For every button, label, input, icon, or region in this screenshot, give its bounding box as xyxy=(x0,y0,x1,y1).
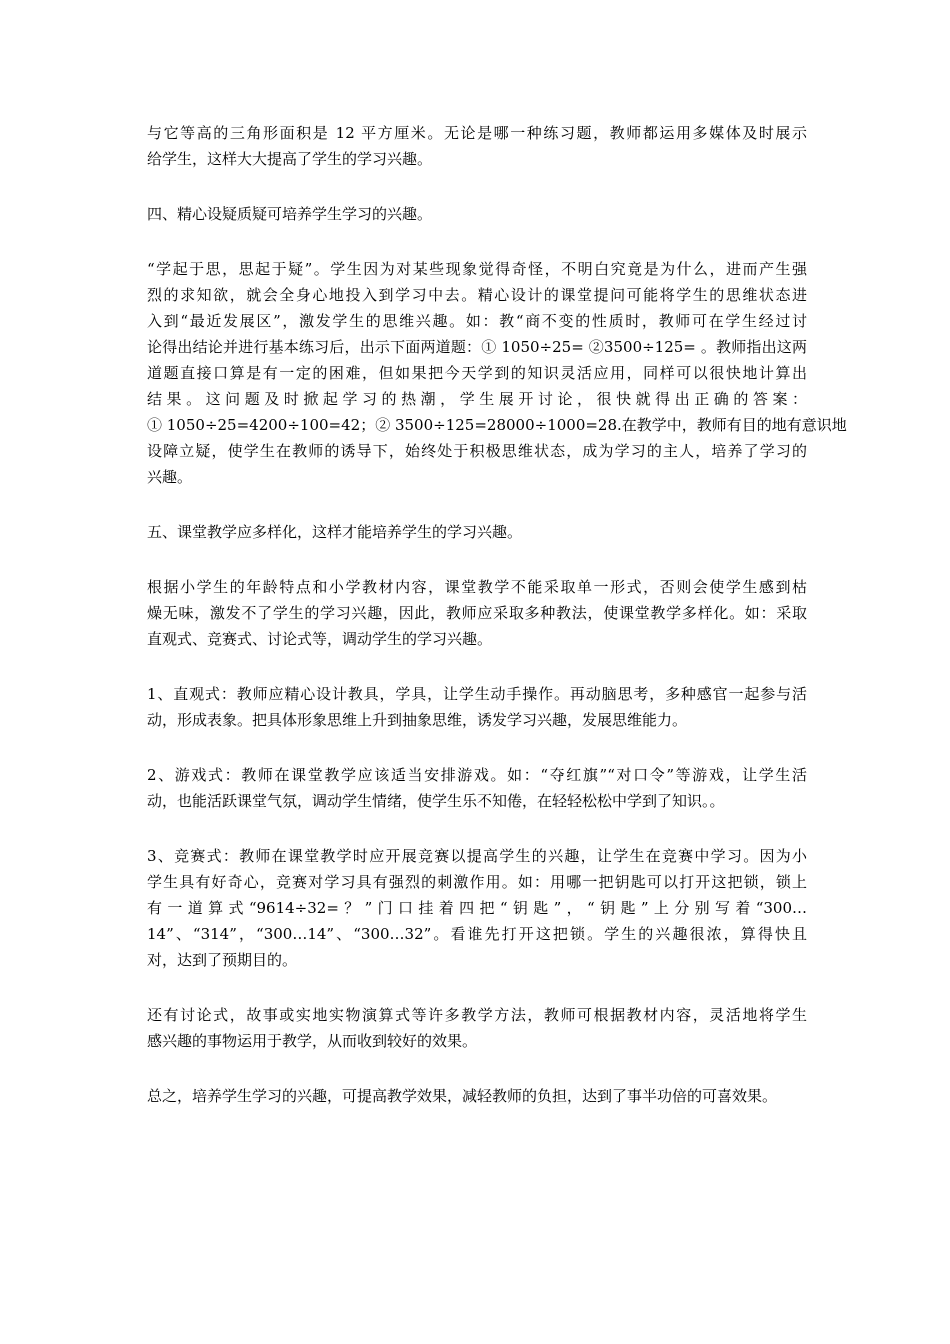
text-line: 2、游戏式：教师在课堂教学应该适当安排游戏。如：“夺红旗”“对口令”等游戏，让学生活 xyxy=(147,766,807,784)
text-line: 14”、“314”，“300…14”、“300…32”。看谁先打开这把锁。学生的兴趣很浓，算得快且 xyxy=(147,925,807,943)
section-heading-5 xyxy=(147,519,807,545)
text-line: 总之，培养学生学习的兴趣，可提高教学效果，减轻教师的负担，达到了事半功倍的可喜效果。 xyxy=(147,1087,778,1105)
paragraph-8 xyxy=(147,843,807,973)
text-line: ① 1050÷25=4200÷100=42；② 3500÷125=28000÷1000=28.在教学中，教师有目的地有意识地 xyxy=(147,416,847,434)
text-line: 对，达到了预期目的。 xyxy=(147,951,298,969)
text-line: 道题直接口算是有一定的困难，但如果把今天学到的知识灵活应用，同样可以很快地计算出 xyxy=(147,364,807,382)
paragraph-1 xyxy=(147,120,807,172)
conclusion-paragraph xyxy=(147,1083,807,1109)
heading-text: 五、课堂教学应多样化，这样才能培养学生的学习兴趣。 xyxy=(147,523,523,541)
text-line: 有一道算式“9614÷32=？”门口挂着四把“钥匙”，“钥匙”上分别写着“300… xyxy=(147,899,807,917)
text-line: 与它等高的三角形面积是 12 平方厘米。无论是哪一种练习题，教师都运用多媒体及时展示 xyxy=(147,124,807,142)
text-line: 感兴趣的事物运用于教学，从而收到较好的效果。 xyxy=(147,1032,478,1050)
text-line: 动，形成表象。把具体形象思维上升到抽象思维，诱发学习兴趣，发展思维能力。 xyxy=(147,711,688,729)
text-line: 还有讨论式，故事或实地实物演算式等许多教学方法，教师可根据教材内容，灵活地将学生 xyxy=(147,1006,807,1024)
text-line: 论得出结论并进行基本练习后，出示下面两道题：① 1050÷25= ②3500÷125= 。教师指出这两 xyxy=(147,338,807,356)
text-line: 3、竞赛式：教师在课堂教学时应开展竞赛以提高学生的兴趣，让学生在竞赛中学习。因为小 xyxy=(147,847,807,865)
text-line: 烈的求知欲，就会全身心地投入到学习中去。精心设计的课堂提问可能将学生的思维状态进 xyxy=(147,286,807,304)
text-line: 给学生，这样大大提高了学生的学习兴趣。 xyxy=(147,150,433,168)
text-line: 入到“最近发展区”，激发学生的思维兴趣。如：教“商不变的性质时，教师可在学生经过讨 xyxy=(147,312,807,330)
text-line: 设障立疑，使学生在教师的诱导下，始终处于积极思维状态，成为学习的主人，培养了学习的 xyxy=(147,442,807,460)
text-line: 兴趣。 xyxy=(147,468,193,486)
heading-text: 四、精心设疑质疑可培养学生学习的兴趣。 xyxy=(147,205,433,223)
text-line: 直观式、竞赛式、讨论式等，调动学生的学习兴趣。 xyxy=(147,630,493,648)
text-line: 结果。这问题及时掀起学习的热潮，学生展开讨论，很快就得出正确的答案： xyxy=(147,390,807,408)
paragraph-3 xyxy=(147,256,847,490)
document-page xyxy=(147,120,847,1138)
paragraph-9 xyxy=(147,1002,807,1054)
paragraph-7 xyxy=(147,762,807,814)
text-line: 学生具有好奇心，竞赛对学习具有强烈的刺激作用。如：用哪一把钥匙可以打开这把锁，锁上 xyxy=(147,873,807,891)
paragraph-5 xyxy=(147,574,807,652)
paragraph-6 xyxy=(147,681,807,733)
text-line: “学起于思，思起于疑”。学生因为对某些现象觉得奇怪，不明白究竟是为什么，进而产生强 xyxy=(147,260,807,278)
text-line: 根据小学生的年龄特点和小学教材内容，课堂教学不能采取单一形式，否则会使学生感到枯 xyxy=(147,578,807,596)
section-heading-4 xyxy=(147,201,807,227)
text-line: 动，也能活跃课堂气氛，调动学生情绪，使学生乐不知倦，在轻轻松松中学到了知识。。 xyxy=(147,792,725,810)
text-line: 1、直观式：教师应精心设计教具，学具，让学生动手操作。再动脑思考，多种感官一起参与活 xyxy=(147,685,807,703)
text-line: 燥无味，激发不了学生的学习兴趣，因此，教师应采取多种教法，使课堂教学多样化。如：采取 xyxy=(147,604,807,622)
